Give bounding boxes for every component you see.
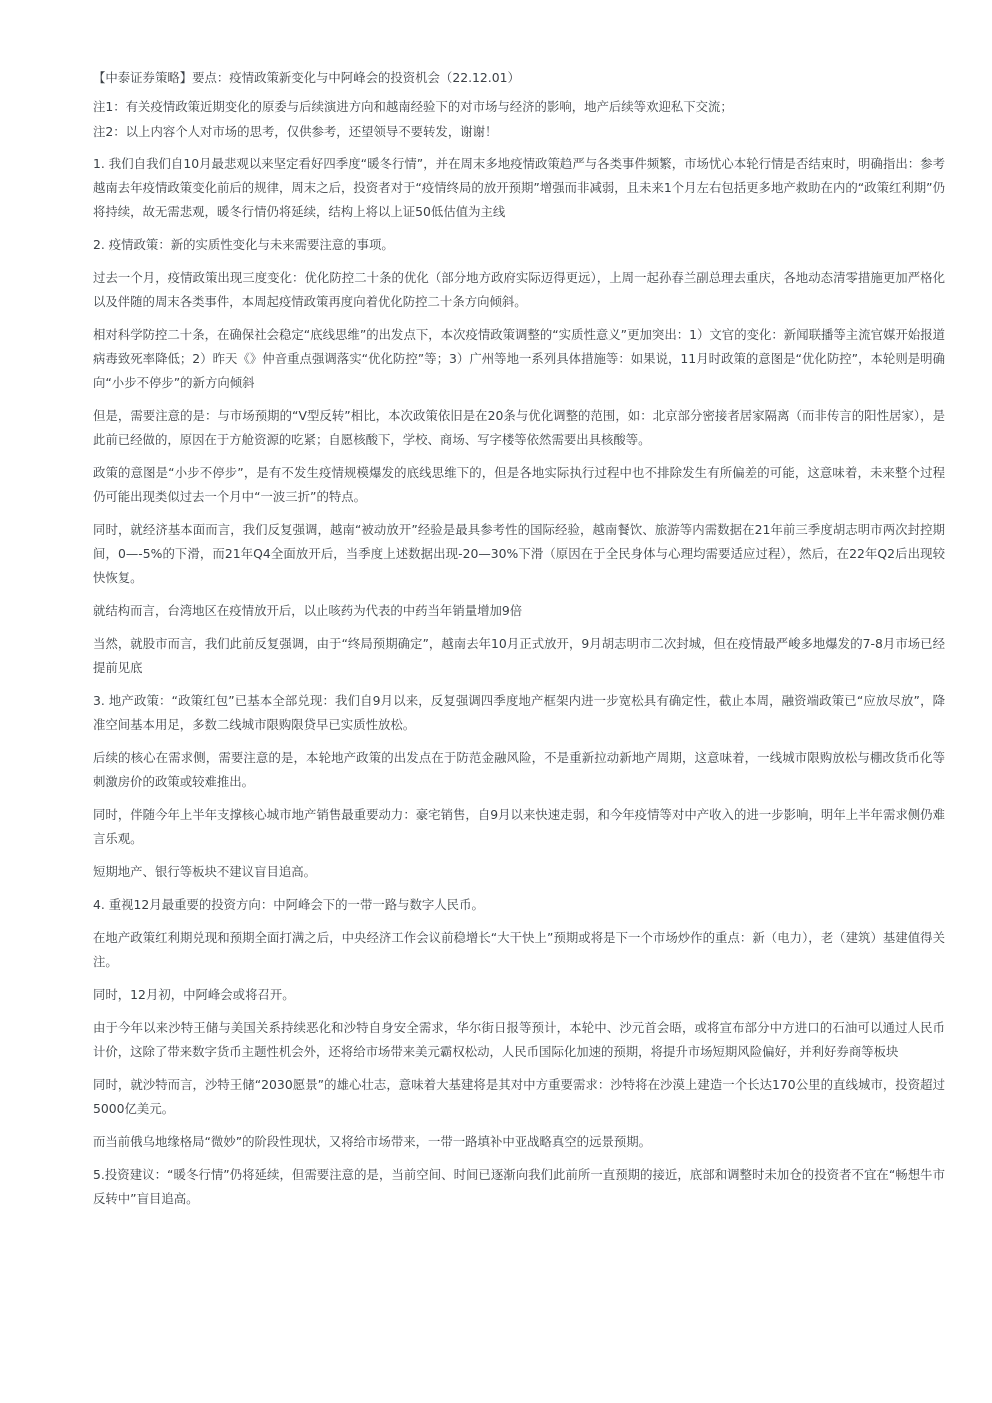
paragraph-15: 在地产政策红利期兑现和预期全面打满之后，中央经济工作会议前稳增长“大干快上”预期或将是下一个市场炒作的重点：新（电力），老（建筑）基建值得关注。 (93, 930, 945, 969)
paragraph-17: 由于今年以来沙特王储与美国关系持续恶化和沙特自身安全需求，华尔街日报等预计，本轮中、沙元首会晤，或将宣布部分中方进口的石油可以通过人民币计价，这除了带来数字货币主题性机会外，还将给市场带来美元霸权松动，人民币国际化加速的预期，将提升市场短期风险偏好，并利好券商等板块 (93, 1020, 945, 1059)
paragraph-8: 就结构而言，台湾地区在疫情放开后，以止咳药为代表的中药当年销量增加9倍 (93, 603, 523, 618)
paragraph-9: 当然，就股市而言，我们此前反复强调，由于“终局预期确定”，越南去年10月正式放开，9月胡志明市二次封城，但在疫情最严峻多地爆发的7-8月市场已经提前见底 (93, 636, 945, 675)
paragraph-16: 同时，12月初，中阿峰会或将召开。 (93, 987, 295, 1002)
section-heading-2: 2. 疫情政策：新的实质性变化与未来需要注意的事项。 (93, 237, 394, 252)
paragraph-19: 而当前俄乌地缘格局“微妙”的阶段性现状，又将给市场带来，一带一路填补中亚战略真空的远景预期。 (93, 1134, 652, 1149)
paragraph-12: 同时，伴随今年上半年支撑核心城市地产销售最重要动力：豪宅销售，自9月以来快速走弱，和今年疫情等对中产收入的进一步影响，明年上半年需求侧仍难言乐观。 (93, 807, 945, 846)
paragraph-4: 相对科学防控二十条，在确保社会稳定“底线思维”的出发点下，本次疫情政策调整的“实质性意义”更加突出：1）文官的变化：新闻联播等主流官媒开始报道病毒致死率降低；2）昨天《》仲音重点强调落实“优化防控”等；3）广州等地一系列具体措施等：如果说，11月时政策的意图是“优化防控”，本轮则是明确向“小步不停步”的新方向倾斜 (93, 327, 945, 390)
paragraph-11: 后续的核心在需求侧，需要注意的是，本轮地产政策的出发点在于防范金融风险，不是重新拉动新地产周期，这意味着，一线城市限购放松与棚改货币化等刺激房价的政策或较难推出。 (93, 750, 945, 789)
paragraph-3: 过去一个月，疫情政策出现三度变化：优化防控二十条的优化（部分地方政府实际迈得更远），上周一起孙春兰副总理去重庆，各地动态清零措施更加严格化以及伴随的周末各类事件，本周起疫情政策再度向着优化防控二十条方向倾斜。 (93, 270, 945, 309)
paragraph-7: 同时，就经济基本面而言，我们反复强调，越南“被动放开”经验是最具参考性的国际经验，越南餐饮、旅游等内需数据在21年前三季度胡志明市两次封控期间，0—-5%的下滑，而21年Q4全面放开后，当季度上述数据出现-20—30%下滑（原因在于全民身体与心理均需要适应过程），然后，在22年Q2后出现较快恢复。 (93, 522, 945, 585)
section-heading-3: 3. 地产政策：“政策红包”已基本全部兑现：我们自9月以来，反复强调四季度地产框架内进一步宽松具有确定性，截止本周，融资端政策已“应放尽放”，降准空间基本用足，多数二线城市限购限贷早已实质性放松。 (93, 693, 945, 732)
document-title: 【中泰证券策略】要点：疫情政策新变化与中阿峰会的投资机会（22.12.01） (93, 70, 520, 85)
paragraph-18: 同时，就沙特而言，沙特王储“2030愿景”的雄心壮志，意味着大基建将是其对中方重要需求：沙特将在沙漠上建造一个长达170公里的直线城市，投资超过5000亿美元。 (93, 1077, 945, 1116)
section-heading-4: 4. 重视12月最重要的投资方向：中阿峰会下的一带一路与数字人民币。 (93, 897, 484, 912)
section-heading-5: 5.投资建议：“暖冬行情”仍将延续，但需要注意的是，当前空间、时间已逐渐向我们此前所一直预期的接近，底部和调整时未加仓的投资者不宜在“畅想牛市反转中”盲目追高。 (93, 1167, 945, 1206)
note-2: 注2：以上内容个人对市场的思考，仅供参考，还望领导不要转发，谢谢！ (93, 124, 498, 139)
paragraph-1: 1. 我们自我们自10月最悲观以来坚定看好四季度“暖冬行情”，并在周末多地疫情政策趋严与各类事件频繁，市场忧心本轮行情是否结束时，明确指出：参考越南去年疫情政策变化前后的规律，周末之后，投资者对于“疫情终局的放开预期”增强而非减弱，且未来1个月左右包括更多地产救助在内的“政策红利期”仍将持续，故无需悲观，暖冬行情仍将延续，结构上将以上证50低估值为主线 (93, 156, 945, 219)
paragraph-5: 但是，需要注意的是：与市场预期的“V型反转”相比，本次政策依旧是在20条与优化调整的范围，如：北京部分密接者居家隔离（而非传言的阳性居家），是此前已经做的，原因在于方舱资源的吃紧；自愿核酸下，学校、商场、写字楼等依然需要出具核酸等。 (93, 408, 945, 447)
note-1: 注1：有关疫情政策近期变化的原委与后续演进方向和越南经验下的对市场与经济的影响，地产后续等欢迎私下交流； (93, 99, 733, 114)
paragraph-13: 短期地产、银行等板块不建议盲目追高。 (93, 864, 317, 879)
document-body (93, 66, 945, 1220)
paragraph-6: 政策的意图是“小步不停步”，是有不发生疫情规模爆发的底线思维下的，但是各地实际执行过程中也不排除发生有所偏差的可能，这意味着，未来整个过程仍可能出现类似过去一个月中“一波三折”的特点。 (93, 465, 945, 504)
